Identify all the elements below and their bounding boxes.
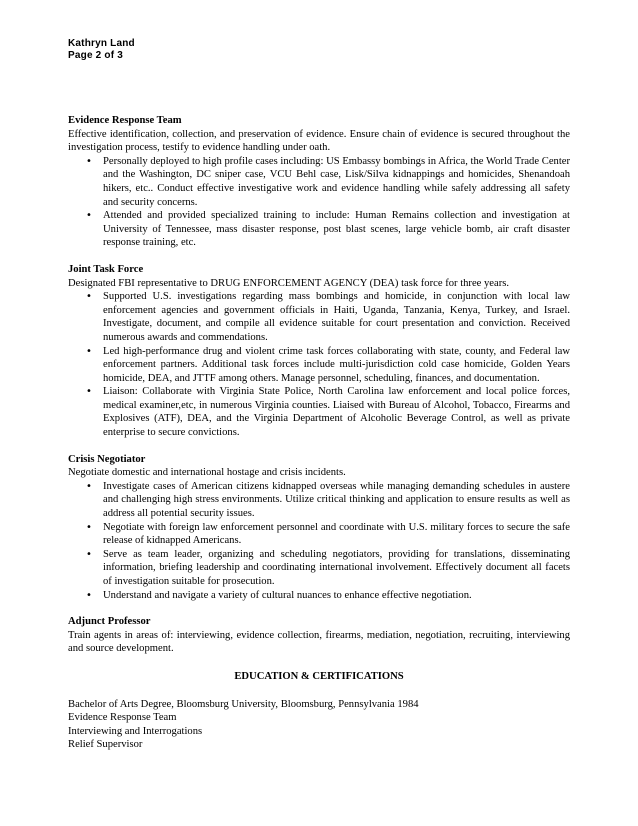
bullet-list [68, 290, 570, 440]
bullet-list [68, 480, 570, 602]
header-page-number: Page 2 of 3 [68, 50, 123, 61]
section-title: Crisis Negotiator [68, 453, 146, 465]
section-evidence-response-team [68, 114, 570, 250]
section-adjunct-professor [68, 615, 570, 656]
education-list [68, 698, 570, 752]
section-description: Effective identification, collection, and preservation of evidence. Ensure chain of evidence is secured throughout the investigation process, testify to evidence handling under oath. [68, 128, 570, 154]
education-item: Relief Supervisor [68, 739, 143, 751]
section-description: Designated FBI representative to DRUG ENFORCEMENT AGENCY (DEA) task force for three years. [68, 277, 510, 289]
bullet-item: • Led high-performance drug and violent crime task forces collaborating with state, county, and Federal law enforcement partners. Additional task forces include multi-jurisdiction cold case homicide, Golden Years homicide, DEA, and JTTF among others. Manage personnel, scheduling, finances, and documentation. [103, 345, 570, 386]
section-description: Negotiate domestic and international hostage and crisis incidents. [68, 467, 346, 479]
section-joint-task-force [68, 263, 570, 440]
page-header [68, 38, 570, 62]
bullet-item: • Supported U.S. investigations regarding mass bombings and homicide, in conjunction with local law enforcement agencies and government officials in Haiti, Uganda, Tanzania, Kenya, Turkey, and Israel. Investigate, document, and compile all evidence suitable for court presentation and conviction. Received numerous awards and commendations. [103, 290, 570, 344]
section-title: Evidence Response Team [68, 115, 182, 126]
section-crisis-negotiator [68, 453, 570, 603]
bullet-list [68, 155, 570, 250]
header-name: Kathryn Land [68, 38, 135, 49]
bullet-item: • Understand and navigate a variety of cultural nuances to enhance effective negotiation. [103, 589, 570, 603]
bullet-item: • Liaison: Collaborate with Virginia State Police, North Carolina law enforcement and local police forces, medical examiner,etc, in numerous Virginia counties. Liaised with Bureau of Alcohol, Tobacco, Firearms and Explosives (ATF), DEA, and the Virginia Department of Alcoholic Beverage Control, as well as private enterprise to secure convictions. [103, 385, 570, 439]
education-item: Bachelor of Arts Degree, Bloomsburg University, Bloomsburg, Pennsylvania 1984 [68, 698, 419, 710]
bullet-item: • Investigate cases of American citizens kidnapped overseas while managing demanding schedules in austere and challenging high stress environments. Utilize critical thinking and application to ensure results as well as address all potential security issues. [103, 480, 570, 521]
education-item: Evidence Response Team [68, 712, 177, 724]
section-description: Train agents in areas of: interviewing, evidence collection, firearms, mediation, negotiation, recruiting, interviewing and source development. [68, 629, 570, 655]
education-heading: EDUCATION & CERTIFICATIONS [234, 670, 404, 682]
education-item: Interviewing and Interrogations [68, 725, 203, 737]
bullet-item: • Attended and provided specialized training to include: Human Remains collection and investigation at University of Tennessee, mass disaster response, post blast scenes, large vehicle bomb, air craft disaster response training, etc. [103, 209, 570, 250]
section-title: Adjunct Professor [68, 616, 151, 628]
bullet-item: • Serve as team leader, organizing and scheduling negotiators, providing for translations, disseminating information, briefing leadership and coordinating international involvement. Effectively document all facets of investigation suitable for prosecution. [103, 548, 570, 589]
bullet-item: • Personally deployed to high profile cases including: US Embassy bombings in Africa, the World Trade Center and the Washington, DC sniper case, VCU Behl case, Lisk/Silva kidnappings and homicides, Shenandoah hikers, etc.. Conduct effective investigative work and evidence handling while safely addressing all safety and security concerns. [103, 155, 570, 209]
bullet-item: • Negotiate with foreign law enforcement personnel and coordinate with U.S. military forces to secure the safe release of kidnapped Americans. [103, 521, 570, 548]
section-title: Joint Task Force [68, 263, 144, 275]
